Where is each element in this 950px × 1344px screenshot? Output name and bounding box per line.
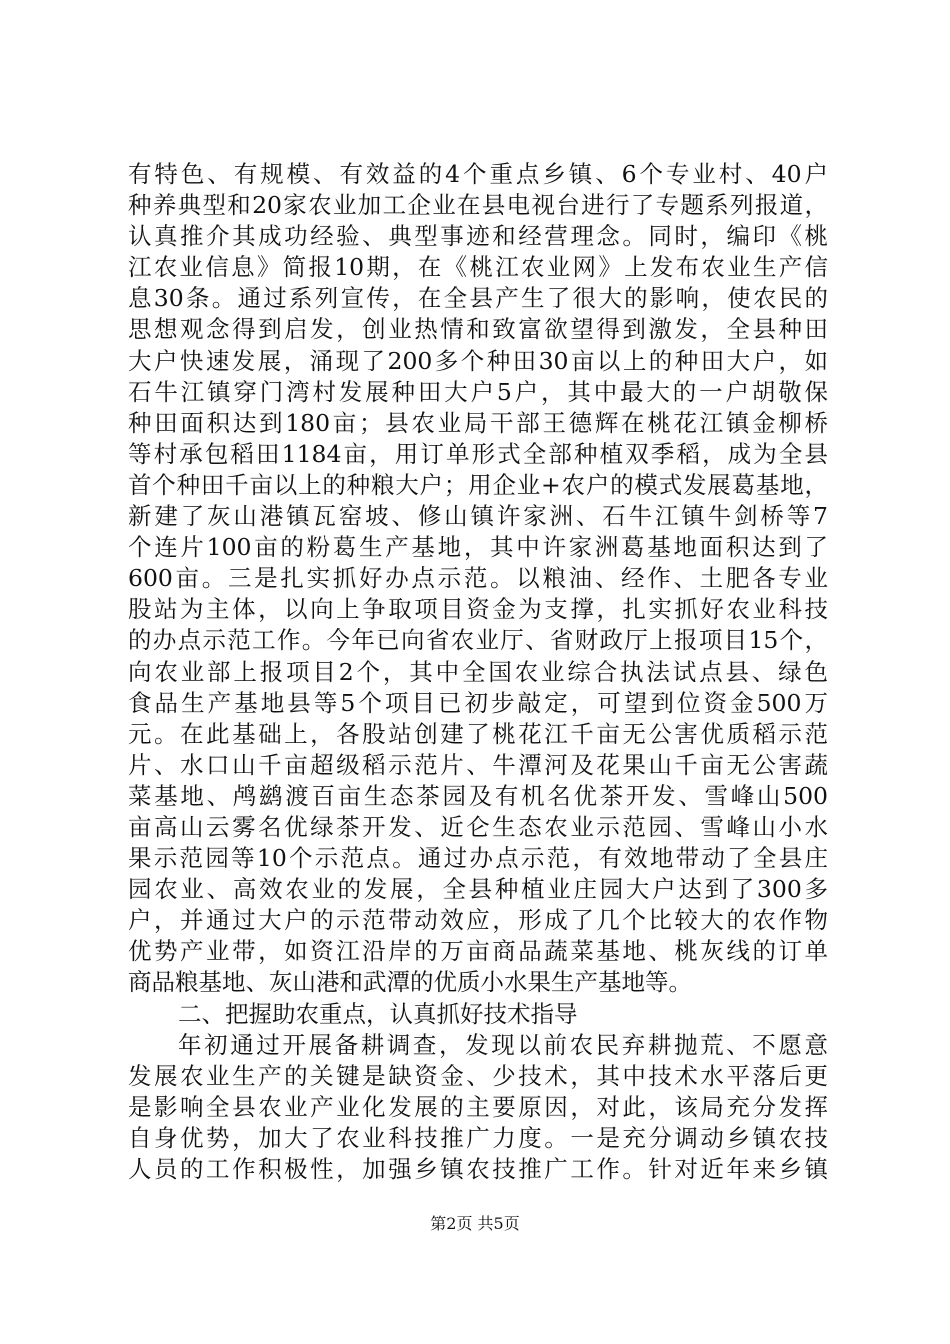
text-line: 的办点示范工作。今年已向省农业厅、省财政厅上报项目15个， (128, 626, 828, 655)
text-line: 江农业信息》简报10期，在《桃江农业网》上发布农业生产信 (128, 253, 828, 282)
text-line: 食品生产基地县等5个项目已初步敲定，可望到位资金500万 (128, 688, 828, 717)
text-line: 600亩。三是扎实抓好办点示范。以粮油、经作、土肥各专业 (128, 564, 828, 593)
text-line: 有特色、有规模、有效益的4个重点乡镇、6个专业村、40户 (128, 160, 828, 188)
text-line: 息30条。通过系列宣传，在全县产生了很大的影响，使农民的 (128, 284, 828, 313)
text-line: 人员的工作积极性，加强乡镇农技推广工作。针对近年来乡镇 (128, 1155, 828, 1183)
text-line: 优势产业带，如资江沿岸的万亩商品蔬菜基地、桃灰线的订单 (128, 937, 828, 966)
text-line: 大户快速发展，涌现了200多个种田30亩以上的种田大户，如 (128, 346, 828, 375)
text-line: 发展农业生产的关键是缺资金、少技术，其中技术水平落后更 (128, 1061, 828, 1090)
document-body (128, 159, 828, 1185)
text-line: 首个种田千亩以上的种粮大户；用企业+农户的模式发展葛基地， (128, 470, 828, 499)
text-line: 自身优势，加大了农业科技推广力度。一是充分调动乡镇农技 (128, 1123, 828, 1152)
text-line: 新建了灰山港镇瓦窑坡、修山镇许家洲、石牛江镇牛剑桥等7 (128, 502, 828, 531)
text-line: 是影响全县农业产业化发展的主要原因，对此，该局充分发挥 (128, 1092, 828, 1121)
text-line: 户，并通过大户的示范带动效应，形成了几个比较大的农作物 (128, 906, 828, 935)
text-line: 认真推介其成功经验、典型事迹和经营理念。同时，编印《桃 (128, 222, 828, 251)
text-line: 种养典型和20家农业加工企业在县电视台进行了专题系列报道， (128, 191, 828, 220)
text-line: 种田面积达到180亩；县农业局干部王德辉在桃花江镇金柳桥 (128, 408, 828, 437)
text-line: 菜基地、鸬鹚渡百亩生态茶园及有机名优茶开发、雪峰山500 (128, 781, 828, 810)
text-line: 股站为主体，以向上争取项目资金为支撑，扎实抓好农业科技 (128, 595, 828, 624)
text-line: 等村承包稻田1184亩，用订单形式全部种植双季稻，成为全县 (128, 439, 828, 468)
text-line: 元。在此基础上，各股站创建了桃花江千亩无公害优质稻示范 (128, 719, 828, 748)
text-line: 园农业、高效农业的发展，全县种植业庄园大户达到了300多 (128, 875, 828, 904)
text-line: 亩高山云雾名优绿茶开发、近仑生态农业示范园、雪峰山小水 (128, 812, 828, 841)
text-line: 石牛江镇穿门湾村发展种田大户5户，其中最大的一户胡敬保 (128, 377, 828, 406)
text-line: 商品粮基地、灰山港和武潭的优质小水果生产基地等。 (128, 968, 692, 997)
text-line: 个连片100亩的粉葛生产基地，其中许家洲葛基地面积达到了 (128, 533, 828, 562)
text-line: 片、水口山千亩超级稻示范片、牛潭河及花果山千亩无公害蔬 (128, 750, 828, 779)
page-number-footer: 第2页 共5页 (430, 1214, 520, 1233)
section-heading: 二、把握助农重点，认真抓好技术指导 (178, 999, 578, 1028)
text-line: 思想观念得到启发，创业热情和致富欲望得到激发，全县种田 (128, 315, 828, 344)
text-line: 年初通过开展备耕调查，发现以前农民弃耕抛荒、不愿意 (178, 1030, 828, 1059)
text-line: 向农业部上报项目2个，其中全国农业综合执法试点县、绿色 (128, 657, 828, 686)
text-line: 果示范园等10个示范点。通过办点示范，有效地带动了全县庄 (128, 844, 828, 873)
